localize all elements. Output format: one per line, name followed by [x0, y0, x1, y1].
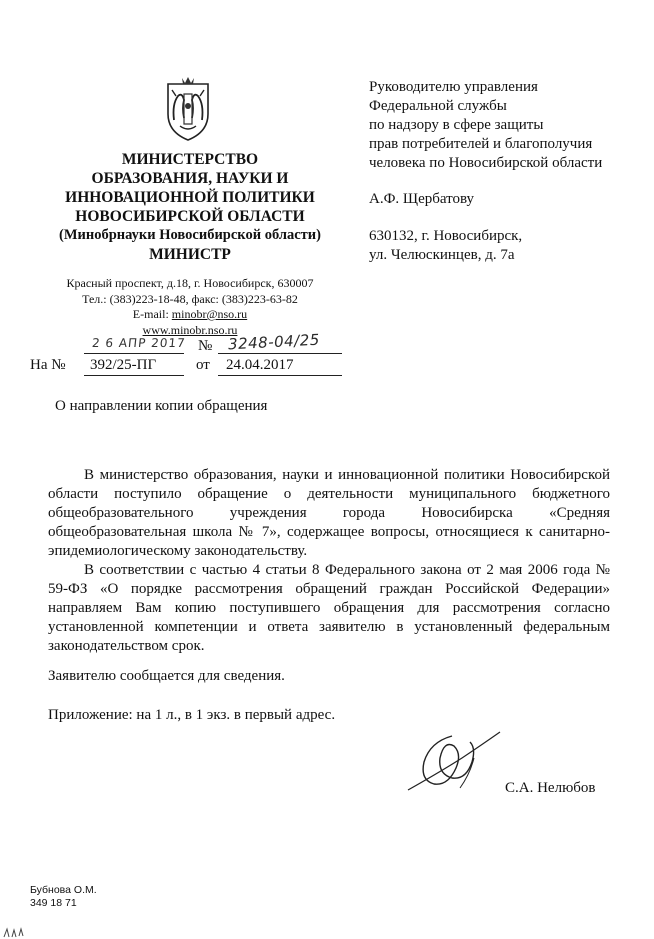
org-name-line-1: МИНИСТЕРСТВО: [121, 151, 259, 168]
addressee-name: А.Ф. Щербатову: [369, 191, 475, 207]
addressee-line-4: прав потребителей и благополучия: [369, 136, 593, 152]
reference-number-underline: [84, 375, 184, 376]
sender-phone-fax: Тел.: (383)223-18-48, факс: (383)223-63-82: [82, 291, 298, 306]
sender-address: Красный проспект, д.18, г. Новосибирск, 630007: [66, 276, 314, 290]
executor-info: [30, 884, 97, 910]
reference-number-label: На №: [30, 357, 66, 373]
sender-email-line: [30, 307, 350, 323]
addressee-line-5: человека по Новосибирской области: [369, 155, 603, 171]
reference-number-value: 392/25-ПГ: [90, 357, 157, 373]
addressee-postal-line-2: ул. Челюскинцев, д. 7а: [369, 247, 515, 263]
letter-body: [48, 466, 610, 656]
addressee-line-2: Федеральной службы: [369, 98, 507, 114]
info-line: Заявителю сообщается для сведения.: [48, 668, 285, 684]
sender-role: МИНИСТР: [149, 246, 231, 263]
addressee-postal-address: [369, 227, 522, 265]
margin-handwritten-mark: [2, 926, 26, 939]
org-name-line-4: НОВОСИБИРСКОЙ ОБЛАСТИ: [75, 208, 305, 225]
org-short-name: (Минобрнауки Новосибирской области): [59, 227, 321, 243]
executor-phone: 349 18 71: [30, 897, 77, 909]
coat-of-arms-emblem: [160, 74, 216, 144]
addressee-block: [369, 78, 644, 173]
email-link[interactable]: minobr@nso.ru: [171, 307, 248, 321]
addressee-line-1: Руководителю управления: [369, 79, 538, 95]
addressee-postal-line-1: 630132, г. Новосибирск,: [369, 228, 523, 244]
website-link[interactable]: www.minobr.nso.ru: [142, 322, 238, 337]
attachment-line: Приложение: на 1 л., в 1 экз. в первый адрес.: [48, 707, 336, 723]
sender-contacts: [30, 276, 350, 338]
reference-date-label: от: [196, 357, 210, 373]
number-underline: [218, 353, 342, 354]
signer-name: С.А. Нелюбов: [505, 780, 596, 796]
date-underline: [84, 353, 184, 354]
body-paragraph-1: В министерство образования, науки и инновационной политики Новосибирской области поступило обращение о деятельности муниципального бюджетного общеобразовательного учреждения города Новосибирска «Средняя общеобразовательная школа № 7», содержащее вопросы, относящиеся к санитарно-эпидемиологическому законодательству.: [48, 467, 610, 559]
outgoing-number-sign: №: [198, 338, 213, 354]
email-label: E-mail:: [132, 307, 172, 321]
handwritten-signature: [400, 728, 510, 800]
letter-subject: О направлении копии обращения: [55, 398, 268, 414]
reference-date-value: 24.04.2017: [226, 357, 294, 373]
registration-stamp-date: 2 6 АПР 2017: [91, 336, 187, 350]
org-name-line-3: ИННОВАЦИОННОЙ ПОЛИТИКИ: [65, 189, 315, 206]
executor-name: Бубнова О.М.: [30, 884, 97, 896]
addressee-line-3: по надзору в сфере защиты: [369, 117, 544, 133]
org-name-line-2: ОБРАЗОВАНИЯ, НАУКИ И: [91, 170, 289, 187]
handwritten-outgoing-number: 3248-04/25: [227, 330, 321, 354]
reference-date-underline: [218, 375, 342, 376]
sender-organization: [30, 150, 350, 264]
body-paragraph-2: В соответствии с частью 4 статьи 8 Федерального закона от 2 мая 2006 года № 59-ФЗ «О порядке рассмотрения обращений граждан Российской Федерации» направляем Вам копию поступившего обращения для рассмотрения согласно установленной компетенции и ответа заявителю в установленный федеральным законодательством срок.: [48, 562, 610, 654]
